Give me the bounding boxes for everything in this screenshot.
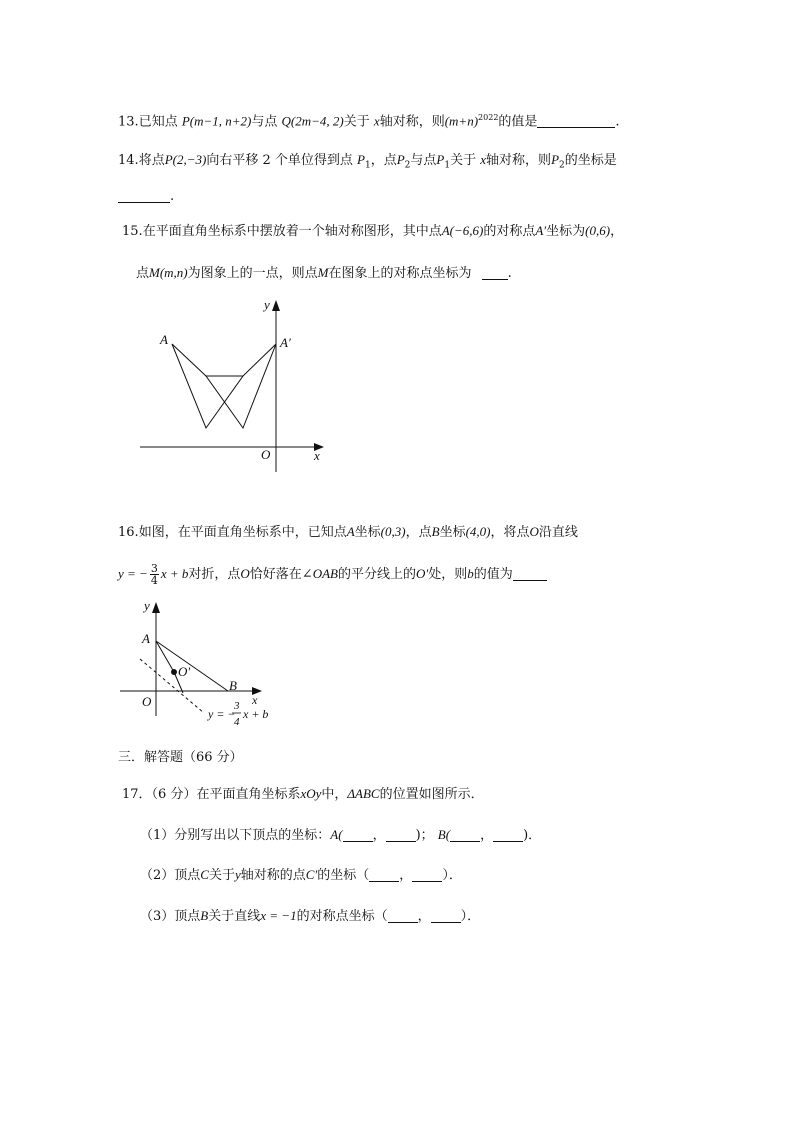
answer-blank-cx[interactable] bbox=[369, 867, 399, 882]
question-15: 15.在平面直角坐标系中摆放着一个轴对称图形，其中点A(−6,6)的对称点A′坐标为(0,6)， bbox=[122, 223, 624, 239]
figure-15 bbox=[130, 292, 340, 477]
answer-blank-15[interactable] bbox=[482, 265, 508, 280]
answer-blank-14[interactable] bbox=[118, 188, 170, 203]
question-16: 16.如图，在平面直角坐标系中，已知点A坐标(0,3)，点B坐标(4,0)，将点O沿直线 bbox=[118, 524, 578, 540]
label-a: A bbox=[142, 631, 150, 646]
label-x: x bbox=[252, 693, 258, 707]
label-o: O bbox=[142, 694, 152, 709]
point-p: P(m−1, n+2) bbox=[181, 113, 252, 129]
figure-16 bbox=[116, 596, 286, 732]
question-17-part-2: （2）顶点C关于y轴对称的点C′的坐标（ ， ）． bbox=[140, 867, 462, 883]
label-y: y bbox=[144, 598, 150, 613]
q15-number: 15. bbox=[122, 224, 143, 239]
figure-edge bbox=[172, 344, 206, 376]
fold-line-eq-rhs: x + b bbox=[243, 707, 269, 721]
answer-blank-13[interactable] bbox=[537, 113, 615, 128]
section-3-title: 三．解答题（66 分） bbox=[118, 750, 243, 765]
fold-line-eq-lhs: y = − bbox=[208, 707, 236, 721]
q14-number: 14. bbox=[118, 153, 139, 168]
answer-blank-bx[interactable] bbox=[450, 827, 480, 842]
answer-blank-by[interactable] bbox=[493, 827, 523, 842]
answer-blank-bsx[interactable] bbox=[388, 908, 418, 923]
question-17-part-1: （1）分别写出以下顶点的坐标：A( ， )； B( ， )． bbox=[140, 827, 542, 843]
answer-blank-ax[interactable] bbox=[343, 827, 373, 842]
point-q: Q(2m−4, 2) bbox=[281, 113, 344, 129]
label-o: O bbox=[261, 447, 271, 462]
question-16-line2: y = − $\frac{3}{4}$ x + b对折，点O恰好落在∠OAB的平分线上的O′处，则b的值为 bbox=[118, 560, 547, 589]
point-o-prime bbox=[171, 669, 177, 675]
label-o-prime: O′ bbox=[178, 664, 191, 679]
answer-blank-ay[interactable] bbox=[386, 827, 416, 842]
label-a-prime: A′ bbox=[280, 335, 291, 350]
label-y: y bbox=[264, 297, 270, 312]
answer-blank-bsy[interactable] bbox=[431, 908, 461, 923]
question-17: 17．（6 分）在平面直角坐标系xOy中，ΔABC的位置如图所示． bbox=[122, 786, 484, 802]
label-b: B bbox=[229, 678, 237, 693]
question-14: 14.将点P(2,−3)向右平移 2 个单位得到点 $P_1$，点$P_2$与点$P_1$关于 x轴对称，则$P_2$的坐标是 bbox=[118, 152, 617, 171]
answer-blank-16[interactable] bbox=[513, 566, 547, 581]
q13-number: 13. bbox=[118, 114, 139, 130]
answer-blank-cy[interactable] bbox=[412, 867, 442, 882]
question-13: 13.已知点 P(m−1, n+2)与点 Q(2m−4, 2)关于 x轴对称，则$(m+n)^{2022}$的值是 . bbox=[118, 113, 620, 130]
q17-number: 17． bbox=[122, 787, 152, 802]
question-14-answer-line: . bbox=[118, 187, 174, 207]
symmetric-figure bbox=[172, 344, 276, 428]
bisector-ao-prime bbox=[156, 641, 174, 672]
y-axis-arrow bbox=[152, 602, 160, 613]
y-axis-arrow bbox=[272, 300, 280, 311]
q16-number: 16. bbox=[118, 525, 139, 540]
question-17-part-3: （3）顶点B关于直线x = −1的对称点坐标（ ， ）． bbox=[140, 908, 481, 924]
label-a: A bbox=[160, 332, 168, 347]
fold-line-eq-den: 4 bbox=[234, 716, 240, 728]
label-x: x bbox=[314, 448, 320, 463]
segment-ab bbox=[156, 641, 228, 691]
question-15-line2: 点M(m,n)为图象上的一点，则点M在图象上的对称点坐标为 . bbox=[136, 265, 512, 281]
fold-line-eq-num: 3 bbox=[234, 700, 240, 712]
